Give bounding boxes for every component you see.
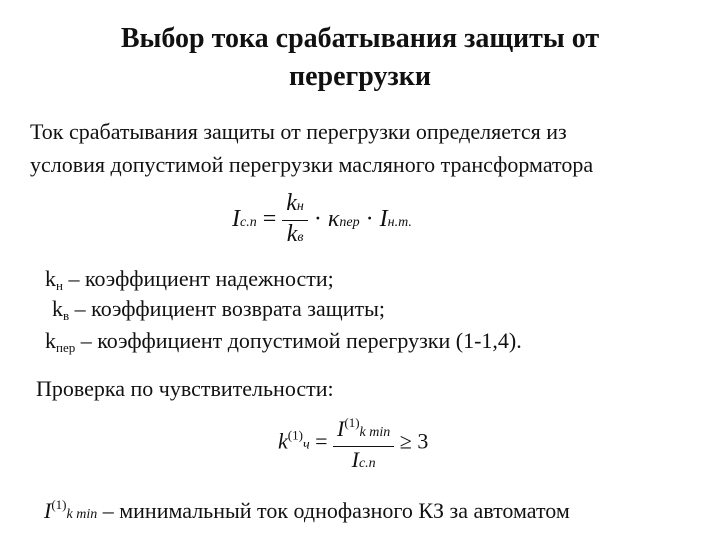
formula1-lhs-sub: с.п <box>240 215 257 231</box>
formula2-lhs-sub: ч <box>302 437 310 453</box>
min-current-definition <box>44 488 570 532</box>
formula1-mid-sub: пер <box>339 215 360 231</box>
intro-line-1: Ток срабатывания защиты от перегрузки определяется из <box>30 119 567 144</box>
definition-kv: $k_в$ – коэффициент возврата защиты; <box>52 296 385 323</box>
formula1-end: I <box>379 206 388 233</box>
formula2-num-sup: (1) <box>344 415 360 430</box>
intro-line-2: условия допустимой перегрузки масляного трансформатора <box>30 152 594 177</box>
intro-paragraph <box>30 115 710 181</box>
formula2-den: I <box>351 447 359 472</box>
definition-kper: $k_{пер}$ – коэффициент допустимой перегрузки (1-1,4). <box>45 328 522 355</box>
pickup-current-formula: Iс.п = $\frac{kн}{kв}$ · κпер · Iн.т. <box>232 190 412 251</box>
formula2-fraction <box>333 410 394 477</box>
formula1-num: k <box>286 190 297 216</box>
formula1-end-sub: н.т. <box>387 215 412 231</box>
title-line-1: Выбор тока срабатывания защиты от <box>120 23 600 54</box>
formula2-rhs: ≥ 3 <box>399 428 429 454</box>
formula1-fraction <box>282 190 308 251</box>
formula2-num: I <box>337 416 345 441</box>
formula1-lhs: I <box>232 206 240 233</box>
sensitivity-check-heading: Проверка по чувствительности: <box>36 376 334 401</box>
last-sym: I <box>44 498 52 523</box>
formula2-num-sub: k min <box>359 425 391 440</box>
definition-kn: $k_н$ – коэффициент надежности; <box>45 266 334 293</box>
formula1-den: k <box>286 221 298 247</box>
formula1-mid: κ <box>327 206 340 233</box>
formula1-den-sub: в <box>297 230 304 245</box>
last-text: – минимальный ток однофазного КЗ за автоматом <box>97 498 570 523</box>
formula2-lhs: k <box>278 428 288 454</box>
title-line-2: перегрузки <box>289 61 431 92</box>
slide-title <box>60 20 660 96</box>
last-sup: (1) <box>51 497 67 512</box>
last-sub: k min <box>66 507 98 522</box>
sensitivity-formula: $k^{(1)}ч$ = $\frac{I^{(1)}k \min}{Iс.п}$ ≥ 3 <box>278 410 428 477</box>
formula1-num-sub: н <box>296 199 304 214</box>
formula2-lhs-sup: (1) <box>287 427 303 443</box>
formula2-den-sub: с.п <box>358 456 376 471</box>
